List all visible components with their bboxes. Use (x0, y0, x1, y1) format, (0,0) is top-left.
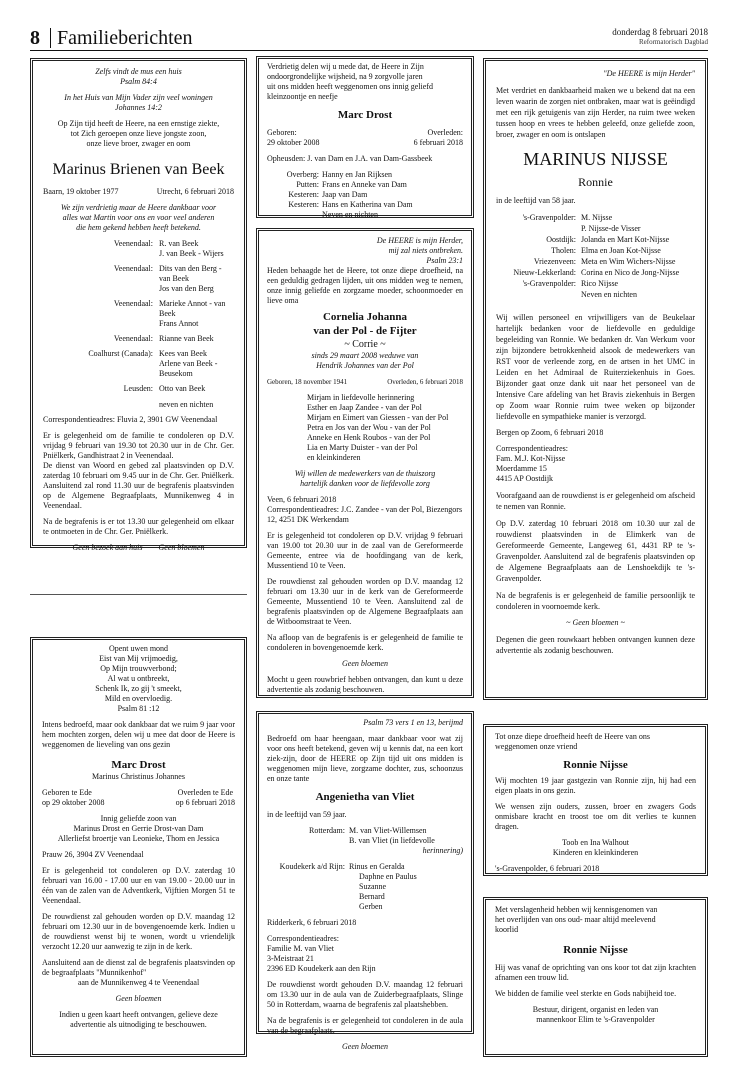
family-name: Hanny en Jan Rijksen (322, 170, 392, 179)
family-entry (267, 210, 463, 220)
corr-line: Fam. M.J. Kot-Nijsse (496, 454, 566, 463)
intro-line: onze lieve broer, zwager en oom (86, 139, 191, 148)
place-date: Ridderkerk, 6 februari 2018 (267, 918, 357, 927)
verse: "De HEERE is mijn Herder" (603, 69, 695, 78)
family-name: Jos van den Berg (159, 284, 214, 293)
deceased-name: Marc Drost (337, 109, 393, 121)
after-info: Na afloop van de begrafenis is er gelegenheid de familie te condoleren in bovengenoemde kerk. (267, 633, 463, 652)
service-info: De rouwdienst zal gehouden worden op D.V. maandag 12 februari om 13.30 uur in de kerk van de Gereformeerde Gemeente, Mussentiend 10 te Veen. Aansluitend zal de begrafenis plaatsvinden op de Algemene Begraafplaats aan de Witboomstraat te Veen. (267, 577, 463, 626)
family-place: Coalhurst (Canada): (88, 349, 153, 358)
born-line: op 29 oktober 2008 (42, 798, 105, 807)
place-date: Bergen op Zoom, 6 februari 2018 (496, 428, 604, 437)
verse-line: Schenk Ik, zo gij 't smeekt, (95, 684, 182, 693)
meeting-info: Na de begrafenis is er tot 13.30 uur gelegenheid om elkaar te ontmoeten in de Chr. Ger. Pniëlkerk. (43, 517, 234, 536)
family-entry (267, 190, 463, 200)
deceased-name: Marc Drost (111, 759, 166, 771)
intro-line: kleinzoontje en neefje (267, 92, 338, 101)
family-place: Veenendaal: (113, 264, 153, 273)
condolence-info: Er is gelegenheid om de familie te condoleren op D.V. vrijdag 9 februari van 19.30 tot 20.30 uur in de Chr. Ger. Pniëlkerk, Gandhistraat 2 in Veenendaal. (43, 431, 234, 460)
age: in de leeftijd van 59 jaar. (267, 810, 347, 819)
burial-info: aan de Munnikenweg 4 te Veenendaal (77, 978, 200, 987)
intro: Bedroefd om haar heengaan, maar dankbaar voor wat zij voor ons heeft betekend, geven wij u kennis dat, na een kort ziek-zijn, door de HEERE op Zijn tijd uit ons midden is weggenomen mijn lieve, zorgzame dochter, zus, schoonzus en onze tante (267, 734, 463, 783)
dates-row (43, 187, 234, 197)
family-place: Overberg: (286, 170, 319, 179)
birth-date: Baarn, 19 oktober 1977 (43, 187, 119, 196)
verse-line: De HEERE is mijn Herder, (376, 236, 463, 245)
farewell-info: Voorafgaand aan de rouwdienst is er gelegenheid om afscheid te nemen van Ronnie. (496, 491, 695, 511)
family-place: 's-Gravenpolder: (522, 213, 576, 222)
verse-ref: Johannes 14:2 (115, 103, 162, 112)
notice-corrie-van-der-pol (256, 228, 474, 698)
burial-info: Aansluitend aan de dienst zal de begrafenis plaatsvinden op de begraafplaats "Munnikenhof" (42, 958, 235, 977)
family-entry (43, 349, 234, 379)
family-place: Veenendaal: (113, 299, 153, 308)
widow-line: sinds 29 maart 2008 weduwe van (311, 351, 419, 360)
family-entry (267, 826, 463, 856)
family-name: Neven en nichten (322, 210, 378, 219)
verse-ref: Psalm 84:4 (120, 77, 157, 86)
notice-marc-drost-parents (30, 637, 247, 1057)
family-name: Dits van den Berg - van Beek (159, 264, 222, 283)
dates-row (42, 788, 235, 808)
flowers-note: Geen bloemen (115, 994, 162, 1003)
service-info: De rouwdienst zal gehouden worden op D.V. maandag 12 februari om 12.30 uur in de bovengenoemde kerk. Indien u de rouwdienst wenst bij te wonen, wordt u vriendelijk verzocht 12.20 uur aanwezig te zijn in de kerk. (42, 912, 235, 951)
deceased-name-last: van der Pol - de Fijter (313, 325, 417, 337)
condolence-info: Na de begrafenis is er gelegenheid tot condoleren in de aula van de begraafplaats. (267, 1016, 463, 1035)
family-name: Rinus en Geralda (349, 862, 405, 871)
family-place: Rotterdam: (309, 826, 345, 835)
memory: Wij mochten 19 jaar gastgezin van Ronnie zijn, hij had een eigen plaats in ons gezin. (495, 776, 696, 795)
header-divider (50, 28, 51, 48)
family-name: Kees van Beek (159, 349, 207, 358)
address: Prauw 26, 3904 ZV Veenendaal (42, 850, 144, 859)
thanks-line: alles wat Martin voor ons en voor veel anderen (62, 213, 215, 222)
family-place: Kesteren: (288, 190, 319, 199)
corr-line: Correspondentieadres: (267, 934, 339, 943)
family-name: Bernard (359, 892, 385, 901)
family-name: Arlene van Beek - Beusekom (159, 359, 218, 378)
deceased-name: Angenietha van Vliet (315, 791, 415, 803)
died-line: op 6 februari 2018 (175, 798, 235, 807)
birth-date: 29 oktober 2008 (267, 138, 320, 147)
notice-ronnie-nijsse-choir (483, 897, 708, 1057)
verse: Psalm 73 vers 1 en 13, berijmd (363, 718, 463, 727)
corr-line: Familie M. van Vliet (267, 944, 334, 953)
flowers-note: Geen bloemen (342, 659, 388, 668)
intro-line: tot Zich geroepen onze lieve jongste zoon, (70, 129, 207, 138)
family-place: Kesteren: (288, 200, 319, 209)
intro-line: het overlijden van ons oud- maar altijd meelevend (495, 915, 656, 924)
thanks: Wij willen personeel en vrijwilligers van de Beukelaar hartelijk bedanken voor de liefdevolle en geduldige begeleiding van Ronnie. We bedanken dr. Van Werkum voor zijn bijzondere betrokkenheid alsook de medewerkers van RST voor de verleende zorg, en de artsen in het UMC in Leiden en het Admiraal de Ruiterziekenhuis in Goes. Bijzonder gaat onze dank uit naar het personeel van de Intensive Care afdeling van het Bravis ziekenhuis in Bergen op Zoom waar Ronnie ruim twee weken op bijzonder liefdevolle en sympathieke manier is verzorgd. (496, 313, 695, 421)
family-entry (43, 334, 234, 344)
family-name: Frans Annot (159, 319, 199, 328)
family-name: Corina en Nico de Jong-Nijsse (581, 268, 680, 277)
correspondence: Correspondentieadres: Fluvia 2, 3901 GW Veenendaal (43, 415, 218, 424)
family-place: Veenendaal: (113, 239, 153, 248)
family-list (267, 170, 463, 220)
corr-line: Correspondentieadres: (496, 444, 568, 453)
family-name: R. van Beek (159, 239, 199, 248)
deceased-name: MARINUS NIJSSE (523, 149, 668, 169)
born-line: Geboren te Ede (42, 788, 92, 797)
header-rule (30, 50, 708, 51)
page-number: 8 (30, 27, 40, 49)
family-name: Otto van Beek (159, 384, 206, 393)
family-place: Leusden: (123, 384, 153, 393)
family-entry (43, 239, 234, 259)
family-name: Jaap van Dam (322, 190, 368, 199)
parents-line: Innig geliefde zoon van (100, 814, 177, 823)
family-name: B. van Vliet (in liefdevolle (349, 836, 435, 845)
age: in de leeftijd van 58 jaar. (496, 196, 576, 205)
verse-ref: Psalm 23:1 (426, 256, 463, 265)
family-name: Meta en Wim Wichers-Nijsse (581, 257, 676, 266)
family-entry (267, 862, 463, 912)
service-info: De rouwdienst wordt gehouden D.V. maandag 12 februari om 13.30 uur in de aula van de Zuiderbegraafplaats, Slinge 50 in Rotterdam, waarna de begrafenis zal plaatshebben. (267, 980, 463, 1009)
family-name: Rianne van Beek (159, 334, 214, 343)
thanks-line: hartelijk danken voor de liefdevolle zorg (300, 479, 430, 488)
family-place: Oostdijk: (546, 235, 576, 244)
grandparents: Opheusden: J. van Dam en J.A. van Dam-Gassbeek (267, 154, 433, 163)
corr-line: 3-Meistraat 21 (267, 954, 314, 963)
widow-line: Hendrik Johannes van der Pol (316, 361, 414, 370)
rouwkaart-note: Degenen die geen rouwkaart hebben ontvangen kunnen deze advertentie als zodanig beschouwen. (496, 635, 695, 655)
death-date: 6 februari 2018 (413, 138, 463, 147)
parents-line: Marinus Drost en Gerrie Drost-van Dam (73, 824, 204, 833)
death-date: Overleden, 6 februari 2018 (387, 378, 463, 386)
place-date: 's-Gravenpolder, 6 februari 2018 (495, 864, 600, 873)
family-list (496, 212, 695, 300)
flowers-note: Geen bloemen (342, 1042, 388, 1051)
notice-angenietha-van-vliet (256, 711, 474, 1051)
family-name: M. Nijsse (581, 213, 613, 222)
family-place: 's-Gravenpolder: (522, 279, 576, 288)
thanks-line: Wij willen de medewerkers van de thuiszorg (294, 469, 436, 478)
notice-ronnie-nijsse-host-family (483, 724, 708, 876)
flowers-note: ~ Geen bloemen ~ (566, 618, 625, 627)
issue-date: donderdag 8 februari 2018 (612, 27, 708, 37)
died-line: Overleden te Ede (177, 788, 234, 797)
verse-line: Opent uwen mond (108, 644, 169, 653)
family-name: M. van Vliet-Willemsen (349, 826, 427, 835)
family-list (267, 393, 463, 463)
family-entry (496, 256, 695, 267)
intro-line: Op Zijn tijd heeft de Heere, na een ernstige ziekte, (57, 119, 220, 128)
family-name: Hans en Katherina van Dam (322, 200, 413, 209)
verse-line: Zelfs vindt de mus een huis (95, 67, 182, 76)
place-date: Veen, 6 februari 2018 (267, 495, 337, 504)
intro-line: Verdrietig delen wij u mede dat, de Heere in Zijn (267, 62, 424, 71)
thanks-line: We zijn verdrietig maar de Heere dankbaar voor (60, 203, 217, 212)
born-label: Geboren: (267, 128, 297, 137)
family-entry (496, 212, 695, 234)
signature: Kinderen en kleinkinderen (552, 848, 639, 857)
full-name: Marinus Christinus Johannes (92, 772, 185, 781)
family-name: Neven en nichten (581, 290, 637, 299)
family-entry (43, 264, 234, 294)
verse-line: In het Huis van Mijn Vader zijn veel woningen (64, 93, 213, 102)
condolence-info: Na de begrafenis is er gelegenheid de familie persoonlijk te condoleren in voornoemde kerk. (496, 591, 695, 611)
intro: Heden behaagde het de Heere, tot onze diepe droefheid, na een geduldig gedragen lijden, uit ons midden weg te nemen, onze innig geliefde en zorgzame moeder, schoonmoeder en lieve oma (267, 266, 463, 305)
corr-line: 2396 ED Koudekerk aan den Rijn (267, 964, 376, 973)
notice-marc-drost-grandparents (256, 56, 474, 218)
verse-line: Op Mijn trouwverbond; (100, 664, 177, 673)
family-entry (43, 299, 234, 329)
family-place: Putten: (296, 180, 319, 189)
family-name: Mirjam in liefdevolle herinnering (307, 393, 415, 402)
condolence-info: Er is gelegenheid tot condoleren op D.V. vrijdag 9 februari van 19.00 tot 20.30 uur in de zaal van de Gereformeerde Gemeente, entree via de hoofdingang van de kerk, Mussentiend 10 te Veen. (267, 531, 463, 570)
service-info: De dienst van Woord en gebed zal plaatsvinden op D.V. zaterdag 10 februari om 9.45 uur in de Chr. Ger. Pniëlkerk. Aansluitend zal rond 11.30 uur de begrafenis plaatsvinden op de Algemene Begraafplaats, Munnikenweg 4 in Veenendaal. (43, 461, 234, 510)
family-name: Rico Nijsse (581, 279, 619, 288)
family-name: Daphne en Paulus (359, 872, 417, 881)
nickname: ~ Corrie ~ (344, 339, 386, 350)
notice-marinus-van-beek (30, 58, 247, 552)
family-entry (43, 384, 234, 410)
wishes: We bidden de familie veel sterkte en Gods nabijheid toe. (495, 989, 677, 998)
family-name: herinnering) (422, 846, 463, 855)
condolence-info: Er is gelegenheid tot condoleren op D.V. zaterdag 10 februari van 16.00 - 17.00 uur en van 19.00 - 20.00 uur in één van de zalen van de Adventkerk, Vijftien Morgen 51 te Veenendaal. (42, 866, 235, 905)
family-place: Koudekerk a/d Rijn: (279, 862, 345, 871)
invitation-note: advertentie als uitnodiging te beschouwen. (70, 1020, 207, 1029)
family-place: Tholen: (551, 246, 576, 255)
family-name: Suzanne (359, 882, 387, 891)
rouwbrief-note: Mocht u geen rouwbrief hebben ontvangen, dan kunt u deze advertentie als zodanig beschouwen. (267, 675, 463, 694)
corr-line: 4415 AP Oostdijk (496, 474, 554, 483)
parents-line: Allerliefst broertje van Leonieke, Thom en Jessica (57, 834, 220, 843)
family-name: Petra en Jos van der Wou - van der Pol (307, 423, 431, 432)
family-place (267, 210, 322, 220)
family-name: Lia en Marty Duister - van der Pol (307, 443, 418, 452)
deceased-name: Ronnie Nijsse (563, 944, 628, 956)
verse-line: Al wat u ontbreekt, (107, 674, 170, 683)
family-entry (496, 278, 695, 300)
signature: Toob en Ina Walhout (562, 838, 629, 847)
family-entry (496, 245, 695, 256)
family-name: Esther en Jaap Zandee - van der Pol (307, 403, 422, 412)
intro: Met verdriet en dankbaarheid maken we u bekend dat na een leven waarin de zorgen niet ontbraken, maar wat is geëindigd met een rijk getuigenis van zijn Herder, na ruim twee weken tussen hoop en vrees te hebben geleefd, onze geliefde zoon, broer, zwager en oom is ontslapen (496, 86, 695, 139)
family-entry (267, 200, 463, 210)
family-name: Frans en Anneke van Dam (322, 180, 407, 189)
family-entry (267, 170, 463, 180)
family-name: J. van Beek - Wijers (159, 249, 224, 258)
correspondence: Correspondentieadres: J.C. Zandee - van der Pol, Biezengors 12, 4251 DK Werkendam (267, 505, 463, 524)
wishes: We wensen zijn ouders, zussen, broer en zwagers Gods onmisbare kracht en troost toe om dit verlies te kunnen dragen. (495, 802, 696, 831)
intro-line: Tot onze diepe droefheid heeft de Heere van ons (495, 732, 650, 741)
family-entry (496, 267, 695, 278)
verse-ref: Psalm 81 :12 (117, 704, 160, 713)
family-name: en kleinkinderen (307, 453, 361, 462)
family-name: Mirjam en Eimert van Giessen - van der Pol (307, 413, 449, 422)
dates-row (267, 377, 463, 387)
nickname: Ronnie (578, 175, 613, 189)
family-place: Nieuw-Lekkerland: (513, 268, 576, 277)
verse-line: Mild en overvloedig. (104, 694, 173, 703)
intro: Intens bedroefd, maar ook dankbaar dat we ruim 9 jaar voor hem mochten zorgen, delen wij u mee dat door de Heere is weggenomen de lieveling van ons gezin (42, 720, 235, 749)
footer-note: Geen bezoek aan huis Geen bloemen (72, 543, 205, 552)
signature: Bestuur, dirigent, organist en leden van (532, 1005, 659, 1014)
died-label: Overleden: (427, 128, 463, 137)
deceased-name-first: Cornelia Johanna (322, 311, 408, 323)
thanks-line: die hem gekend hebben heeft betekend. (76, 223, 201, 232)
column-divider (30, 594, 247, 595)
birth-date: Geboren, 18 november 1941 (267, 378, 348, 386)
family-name: P. Nijsse-de Visser (581, 224, 641, 233)
deceased-name: Ronnie Nijsse (563, 759, 628, 771)
family-list (43, 239, 234, 410)
family-name: Elma en Joan Kot-Nijsse (581, 246, 661, 255)
verse-line: mij zal niets ontbreken. (388, 246, 463, 255)
dates-labels (267, 128, 463, 138)
family-name: Jolanda en Mart Kot-Nijsse (581, 235, 670, 244)
family-name: Gerben (359, 902, 383, 911)
invitation-note: Indien u geen kaart heeft ontvangen, gelieve deze (59, 1010, 218, 1019)
deceased-name: Marinus Brienen van Beek (52, 161, 225, 178)
family-entry (496, 234, 695, 245)
paper-name: Reformatorisch Dagblad (638, 38, 708, 46)
intro-line: uit ons midden heeft weggenomen ons innig geliefd (267, 82, 433, 91)
intro-line: koorlid (495, 925, 519, 934)
signature: mannenkoor Elim te 's-Gravenpolder (536, 1015, 655, 1024)
service-info: Op D.V. zaterdag 10 februari 2018 om 10.30 uur zal de rouwdienst plaatsvinden in de Elimkerk van de Gereformeerde Gemeente, Langeweg 61, 4431 RP te 's-Gravenpolder. Aansluitend zal de begrafenis plaatsvinden op de Algemene Begraafplaats aan de Lenshoekdijk te 's-Gravenpolder. (496, 519, 695, 583)
corr-line: Moerdamme 15 (496, 464, 547, 473)
intro-line: ondoorgrondelijke wijsheid, na 9 zorgvolle jaren (267, 72, 423, 81)
section-title: Familieberichten (57, 27, 193, 49)
death-date: Utrecht, 6 februari 2018 (156, 187, 234, 196)
family-name: neven en nichten (159, 400, 214, 409)
family-entry (267, 180, 463, 190)
verse-line: Eist van Mij vrijmoedig, (99, 654, 178, 663)
intro-line: weggenomen onze vriend (495, 742, 578, 751)
family-place: Veenendaal: (113, 334, 153, 343)
family-name: Anneke en Henk Roubos - van der Pol (307, 433, 431, 442)
notice-marinus-nijsse (483, 58, 708, 700)
membership: Hij was vanaf de oprichting van ons koor tot dat zijn krachten afnamen een trouw lid. (495, 963, 696, 982)
intro-line: Met verslagenheid hebben wij kennisgenomen van (495, 905, 658, 914)
dates-values (267, 138, 463, 148)
family-name: Marieke Annot - van Beek (159, 299, 226, 318)
family-place: Vriezenveen: (533, 257, 576, 266)
